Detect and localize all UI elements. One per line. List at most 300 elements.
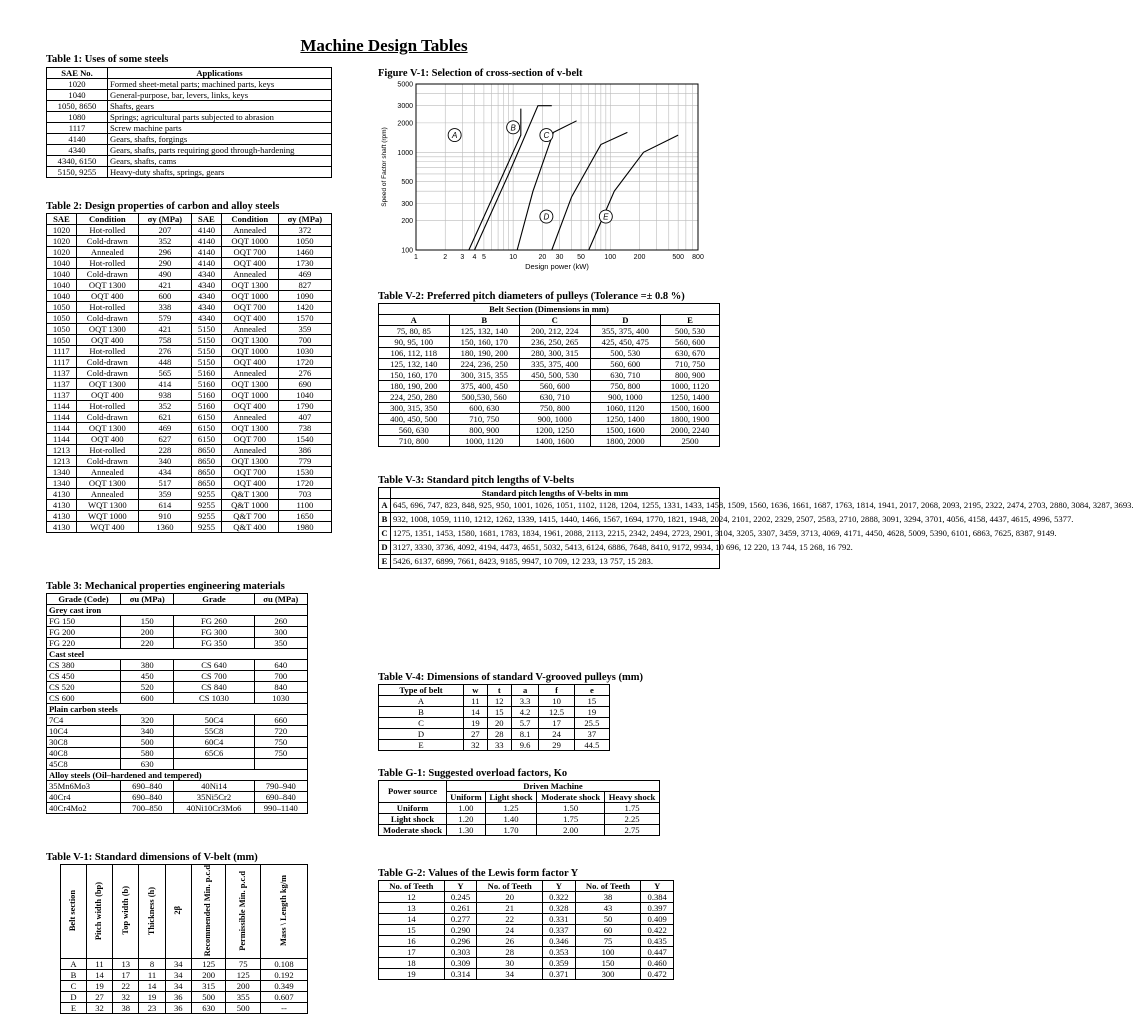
table-cell: A	[379, 696, 464, 707]
table-header	[260, 865, 307, 959]
table-cell: 469	[278, 269, 331, 280]
table-cell: 0.337	[543, 925, 576, 936]
table-cell: 758	[138, 335, 191, 346]
table-cell: OQT 1300	[76, 379, 138, 390]
table-cell: 0.397	[641, 903, 674, 914]
table-row	[379, 348, 720, 359]
table-cell: 627	[138, 434, 191, 445]
table-row	[379, 803, 660, 814]
table-row	[47, 247, 332, 258]
table-cell: Cold-drawn	[76, 313, 138, 324]
table-header: D	[590, 315, 661, 326]
table-cell: Hot-rolled	[76, 302, 138, 313]
table-cell: 75	[575, 936, 641, 947]
table-cell: OQT 700	[221, 247, 278, 258]
table-cell: CS 520	[47, 682, 121, 693]
table-cell: 738	[278, 423, 331, 434]
region-label-a: A	[451, 131, 458, 141]
x-tick-label: 4	[472, 254, 477, 261]
table2-caption: Table 2: Design properties of carbon and alloy steels	[46, 201, 280, 212]
table-cell: FG 220	[47, 638, 121, 649]
table-cell: 1040	[47, 280, 77, 291]
table-cell: 0.290	[444, 925, 477, 936]
table-cell: 0.322	[543, 892, 576, 903]
table-cell: 150	[575, 958, 641, 969]
table-cell: 34	[165, 959, 191, 970]
table-cell: 27	[86, 992, 112, 1003]
table-row	[47, 478, 332, 489]
table-cell: 0.192	[260, 970, 307, 981]
table-cell: 3127, 3330, 3736, 4092, 4194, 4473, 4651, 5032, 5413, 6124, 6886, 7648, 8410, 9172, 9934, 10 696, 12 220, 13 744, 15 268, 16 792.	[391, 541, 720, 555]
table-header	[113, 865, 139, 959]
table-cell: 1117	[47, 123, 108, 134]
table-header: Condition	[221, 214, 278, 225]
table-header: E	[661, 315, 720, 326]
table-cell: 4140	[47, 134, 108, 145]
table-cell: OQT 700	[221, 302, 278, 313]
table-header	[61, 865, 87, 959]
table-cell: 20	[487, 718, 511, 729]
table-cell: E	[379, 555, 391, 569]
table-cell: 614	[138, 500, 191, 511]
table-cell: 0.353	[543, 947, 576, 958]
table-cell: OQT 1300	[221, 280, 278, 291]
table-cell: 340	[121, 726, 174, 737]
x-tick-label: 2	[443, 254, 448, 261]
table-cell: 900, 1000	[590, 392, 661, 403]
table-header-label: Thickness (h)	[146, 886, 156, 935]
table-cell	[174, 759, 254, 770]
table-cell: 22	[113, 981, 139, 992]
table-cell	[254, 759, 307, 770]
table-cell: 38	[575, 892, 641, 903]
table-cell: 300	[254, 627, 307, 638]
table-row	[47, 467, 332, 478]
section-label: Plain carbon steels	[47, 704, 308, 715]
table-cell: 1040	[47, 90, 108, 101]
table-cell: 10C4	[47, 726, 121, 737]
table-cell: 1720	[278, 357, 331, 368]
table-cell: 290	[138, 258, 191, 269]
table-cell: 800, 900	[661, 370, 720, 381]
table-cell: Cold-drawn	[76, 236, 138, 247]
table-cell: 26	[477, 936, 543, 947]
table-cell: 11	[86, 959, 112, 970]
table-cell: 5150	[191, 324, 221, 335]
table-cell: C	[379, 527, 391, 541]
table-cell: 600, 630	[449, 403, 520, 414]
table-cell: 0.346	[543, 936, 576, 947]
table-cell: 1050	[47, 335, 77, 346]
table-row	[47, 726, 308, 737]
table-header: σy (MPa)	[138, 214, 191, 225]
table-row	[47, 638, 308, 649]
table-cell: Q&T 700	[221, 511, 278, 522]
table-cell: OQT 400	[221, 313, 278, 324]
table-cell: 150, 160, 170	[379, 370, 450, 381]
table-cell: Gears, shafts, parts requiring good through-hardening	[108, 145, 332, 156]
table-cell: 12	[487, 696, 511, 707]
table-row	[47, 616, 308, 627]
table-section-row	[47, 605, 308, 616]
table-cell: 1530	[278, 467, 331, 478]
table-cell: 11	[139, 970, 165, 981]
table-cell: 932, 1008, 1059, 1110, 1212, 1262, 1339, 1415, 1440, 1466, 1567, 1694, 1770, 1821, 1948, 2024, 2101, 2202, 2329, 2507, 2583, 2710, 2888, 3091, 3294, 3701, 4056, 4158, 4437, 4615, 4996, 5377.	[391, 513, 720, 527]
table-row	[47, 90, 332, 101]
table-cell: 1030	[278, 346, 331, 357]
table-cell: 35Mn6Mo3	[47, 781, 121, 792]
table-group-header: Driven Machine	[447, 781, 660, 792]
table-cell: CS 700	[174, 671, 254, 682]
table-cell: CS 450	[47, 671, 121, 682]
table-cell: 12.5	[539, 707, 574, 718]
table-cell: 180, 190, 200	[379, 381, 450, 392]
table-cell: 20	[477, 892, 543, 903]
table-cell: 224, 250, 280	[379, 392, 450, 403]
table-cell: 200, 212, 224	[520, 326, 591, 337]
tableg1-overload-factors	[378, 780, 660, 836]
table-section-row	[47, 704, 308, 715]
table-row	[379, 825, 660, 836]
table-cell: 19	[574, 707, 609, 718]
table-header: C	[520, 315, 591, 326]
table-row	[47, 489, 332, 500]
table-cell: 630, 670	[661, 348, 720, 359]
table-cell: Hot-rolled	[76, 445, 138, 456]
table-cell: 40Cr4Mo2	[47, 803, 121, 814]
table-cell: 434	[138, 467, 191, 478]
table-cell: 1650	[278, 511, 331, 522]
table-row	[47, 434, 332, 445]
x-tick-label: 3	[460, 254, 465, 261]
table-cell: 1250, 1400	[661, 392, 720, 403]
table-cell: 44.5	[574, 740, 609, 751]
table-row	[61, 959, 308, 970]
table-cell: 0.277	[444, 914, 477, 925]
table-cell: 750	[254, 737, 307, 748]
table-header	[139, 865, 165, 959]
table-cell: OQT 400	[76, 335, 138, 346]
table-cell: 1100	[278, 500, 331, 511]
table-cell: 355	[226, 992, 261, 1003]
table-cell: 1020	[47, 236, 77, 247]
table-cell: 4340	[191, 269, 221, 280]
table-cell: 1090	[278, 291, 331, 302]
table-cell: 13	[379, 903, 445, 914]
table-cell: 32	[86, 1003, 112, 1014]
table-cell: 1.00	[447, 803, 486, 814]
table-cell: 300, 315, 350	[379, 403, 450, 414]
table-cell: 350	[254, 638, 307, 649]
table-cell: 260	[254, 616, 307, 627]
table-row	[379, 370, 720, 381]
table-cell: 910	[138, 511, 191, 522]
tablev1-vbelt-dimensions	[60, 864, 308, 1014]
table-row	[47, 368, 332, 379]
table-header	[226, 865, 261, 959]
table-cell: 1200, 1250	[520, 425, 591, 436]
table-cell: 690	[278, 379, 331, 390]
table-group-header: Belt Section (Dimensions in mm)	[379, 304, 720, 315]
table-cell: OQT 400	[221, 357, 278, 368]
table-cell: 207	[138, 225, 191, 236]
table-cell: 55C8	[174, 726, 254, 737]
table-row	[47, 423, 332, 434]
x-tick-label: 500	[672, 254, 685, 261]
table-cell: 1.20	[447, 814, 486, 825]
table-header: Power source	[379, 781, 447, 803]
table-cell: 0.384	[641, 892, 674, 903]
table-row	[47, 258, 332, 269]
table-cell: 500	[191, 992, 226, 1003]
table-row	[379, 541, 720, 555]
table-section-row	[47, 649, 308, 660]
table-cell: 359	[138, 489, 191, 500]
table-cell: 1.40	[485, 814, 536, 825]
table-cell: 1.50	[537, 803, 605, 814]
table-cell: 27	[463, 729, 487, 740]
table-cell: Uniform	[379, 803, 447, 814]
table-cell: Moderate shock	[379, 825, 447, 836]
table-header: σu (MPa)	[254, 594, 307, 605]
table-cell: C	[61, 981, 87, 992]
table-cell: 0.460	[641, 958, 674, 969]
table-row	[47, 101, 332, 112]
table-row	[379, 969, 674, 980]
table-cell: 14	[379, 914, 445, 925]
table-cell: OQT 1300	[76, 423, 138, 434]
table-cell: 45C8	[47, 759, 121, 770]
table-cell: B	[379, 513, 391, 527]
table-cell: 1500, 1600	[661, 403, 720, 414]
table-cell: 9255	[191, 522, 221, 533]
table-cell: OQT 1000	[221, 390, 278, 401]
table-cell: 335, 375, 400	[520, 359, 591, 370]
table-header: SAE	[47, 214, 77, 225]
table-cell: 1980	[278, 522, 331, 533]
table1-uses-of-steels	[46, 67, 332, 178]
table-cell: 224, 236, 250	[449, 359, 520, 370]
table-header: a	[511, 685, 539, 696]
table-cell: 1020	[47, 79, 108, 90]
region-label-b: B	[510, 123, 516, 133]
table-cell: 9255	[191, 511, 221, 522]
table-row	[47, 671, 308, 682]
table-row	[379, 718, 610, 729]
table-cell: 1.75	[605, 803, 660, 814]
table-row	[379, 892, 674, 903]
table-cell: Formed sheet-metal parts; machined parts, keys	[108, 79, 332, 90]
table-cell: 22	[477, 914, 543, 925]
table-cell: Annealed	[76, 247, 138, 258]
table-cell: 1.75	[537, 814, 605, 825]
table-cell: E	[61, 1003, 87, 1014]
table-header: Grade	[174, 594, 254, 605]
table-cell: 19	[379, 969, 445, 980]
table-cell: Cold-drawn	[76, 357, 138, 368]
table-header: No. of Teeth	[379, 881, 445, 892]
table-cell: 338	[138, 302, 191, 313]
table-row	[379, 436, 720, 447]
table-row	[379, 555, 720, 569]
table-cell: 0.314	[444, 969, 477, 980]
table-cell: 1080	[47, 112, 108, 123]
table-cell: OQT 1000	[221, 346, 278, 357]
table-row	[47, 379, 332, 390]
table-row	[47, 660, 308, 671]
table-cell: 630, 710	[590, 370, 661, 381]
x-axis-label: Design power (kW)	[525, 262, 589, 271]
table-cell: 1050, 8650	[47, 101, 108, 112]
table-cell: 5.7	[511, 718, 539, 729]
table-cell: OQT 1300	[76, 478, 138, 489]
table-cell: 150	[121, 616, 174, 627]
table-cell: 24	[477, 925, 543, 936]
table-row	[379, 947, 674, 958]
table-cell: 450, 500, 530	[520, 370, 591, 381]
table-cell: 15	[574, 696, 609, 707]
table-cell: 4340	[191, 291, 221, 302]
table-row	[47, 156, 332, 167]
table-cell: FG 200	[47, 627, 121, 638]
table-cell: 65C6	[174, 748, 254, 759]
table-cell: Annealed	[76, 489, 138, 500]
table-row	[379, 403, 720, 414]
table-cell: E	[379, 740, 464, 751]
table-cell: 276	[278, 368, 331, 379]
table-row	[379, 696, 610, 707]
table-cell: Cold-drawn	[76, 269, 138, 280]
table-cell: --	[260, 1003, 307, 1014]
table-cell: 300, 315, 355	[449, 370, 520, 381]
section-label: Cast steel	[47, 649, 308, 660]
table-cell: 6150	[191, 412, 221, 423]
table-cell: OQT 1300	[221, 335, 278, 346]
table-cell: 500,530, 560	[449, 392, 520, 403]
table-cell: 1040	[278, 390, 331, 401]
region-label-d: D	[543, 212, 550, 222]
table-cell: 1340	[47, 478, 77, 489]
table-cell: 630	[121, 759, 174, 770]
table-cell: 300	[575, 969, 641, 980]
table-cell: 4.2	[511, 707, 539, 718]
table-cell: 1420	[278, 302, 331, 313]
table-cell: 1.25	[485, 803, 536, 814]
x-tick-label: 800	[692, 254, 704, 261]
x-tick-label: 1	[414, 254, 418, 261]
tablev3-pitch-lengths	[378, 487, 1134, 569]
table-cell: 1000, 1120	[449, 436, 520, 447]
table-cell: WQT 1300	[76, 500, 138, 511]
table-section-row	[47, 770, 308, 781]
table-cell: 315	[191, 981, 226, 992]
table-cell: 180, 190, 200	[449, 348, 520, 359]
table-row	[47, 693, 308, 704]
table-cell: CS 640	[174, 660, 254, 671]
table-row	[379, 707, 610, 718]
table-cell: 4140	[191, 247, 221, 258]
table-header: Y	[444, 881, 477, 892]
table-cell: CS 840	[174, 682, 254, 693]
table-header: e	[574, 685, 609, 696]
table-cell: 1.70	[485, 825, 536, 836]
table-cell: 14	[86, 970, 112, 981]
section-label: Grey cast iron	[47, 605, 308, 616]
table-cell: 1137	[47, 390, 77, 401]
x-tick-label: 20	[538, 254, 547, 261]
table-cell: 34	[165, 981, 191, 992]
table-cell: 10	[539, 696, 574, 707]
table-cell: 28	[477, 947, 543, 958]
table-cell: A	[379, 499, 391, 513]
table-row	[47, 748, 308, 759]
table-cell: OQT 1300	[76, 280, 138, 291]
table-header: w	[463, 685, 487, 696]
table-cell: 100	[575, 947, 641, 958]
table-cell: Heavy-duty shafts, springs, gears	[108, 167, 332, 178]
table-cell: 1040	[47, 269, 77, 280]
table-cell: 90, 95, 100	[379, 337, 450, 348]
table-cell: 490	[138, 269, 191, 280]
table-cell: 5160	[191, 368, 221, 379]
y-axis-label: Speed of Factor shaft (rpm)	[381, 127, 388, 207]
table2-design-properties	[46, 213, 332, 533]
table-header: SAE No.	[47, 68, 108, 79]
table-cell: 125	[191, 959, 226, 970]
table-cell: 1800, 2000	[590, 436, 661, 447]
table-row	[379, 425, 720, 436]
table-cell: Hot-rolled	[76, 225, 138, 236]
table-header: No. of Teeth	[477, 881, 543, 892]
table-header: t	[487, 685, 511, 696]
table-cell: 1144	[47, 423, 77, 434]
table-cell: 296	[138, 247, 191, 258]
table-header	[86, 865, 112, 959]
table-cell: 35Ni5Cr2	[174, 792, 254, 803]
table-row	[47, 781, 308, 792]
table-cell: OQT 1300	[221, 379, 278, 390]
table-cell: 640	[254, 660, 307, 671]
table-cell: 4340	[191, 313, 221, 324]
table-cell: 280, 300, 315	[520, 348, 591, 359]
table-row	[47, 291, 332, 302]
table-cell: Annealed	[221, 445, 278, 456]
table-row	[61, 992, 308, 1003]
table-cell: 1060, 1120	[590, 403, 661, 414]
table-cell: 5426, 6137, 6899, 7661, 8423, 9185, 9947, 10 709, 12 233, 13 757, 15 283.	[391, 555, 720, 569]
table-cell: 500	[226, 1003, 261, 1014]
table-cell: 800, 900	[449, 425, 520, 436]
table-header: Standard pitch lengths of V-belts in mm	[391, 488, 720, 499]
table-cell: Gears, shafts, cams	[108, 156, 332, 167]
tablev4-pulley-dimensions	[378, 684, 610, 751]
table-cell: 1213	[47, 445, 77, 456]
table-cell: 700–850	[121, 803, 174, 814]
table-cell: 1050	[278, 236, 331, 247]
table-cell: 990–1140	[254, 803, 307, 814]
table-cell: 425, 450, 475	[590, 337, 661, 348]
table-row	[47, 280, 332, 291]
table-cell: 15	[487, 707, 511, 718]
table-cell: 6150	[191, 423, 221, 434]
x-tick-label: 10	[509, 254, 518, 261]
table-row	[47, 522, 332, 533]
section-label: Alloy steels (Oil–hardened and tempered)	[47, 770, 308, 781]
table-cell: 630	[191, 1003, 226, 1014]
table-cell: D	[379, 541, 391, 555]
table-cell: 900, 1000	[520, 414, 591, 425]
table-cell: 407	[278, 412, 331, 423]
